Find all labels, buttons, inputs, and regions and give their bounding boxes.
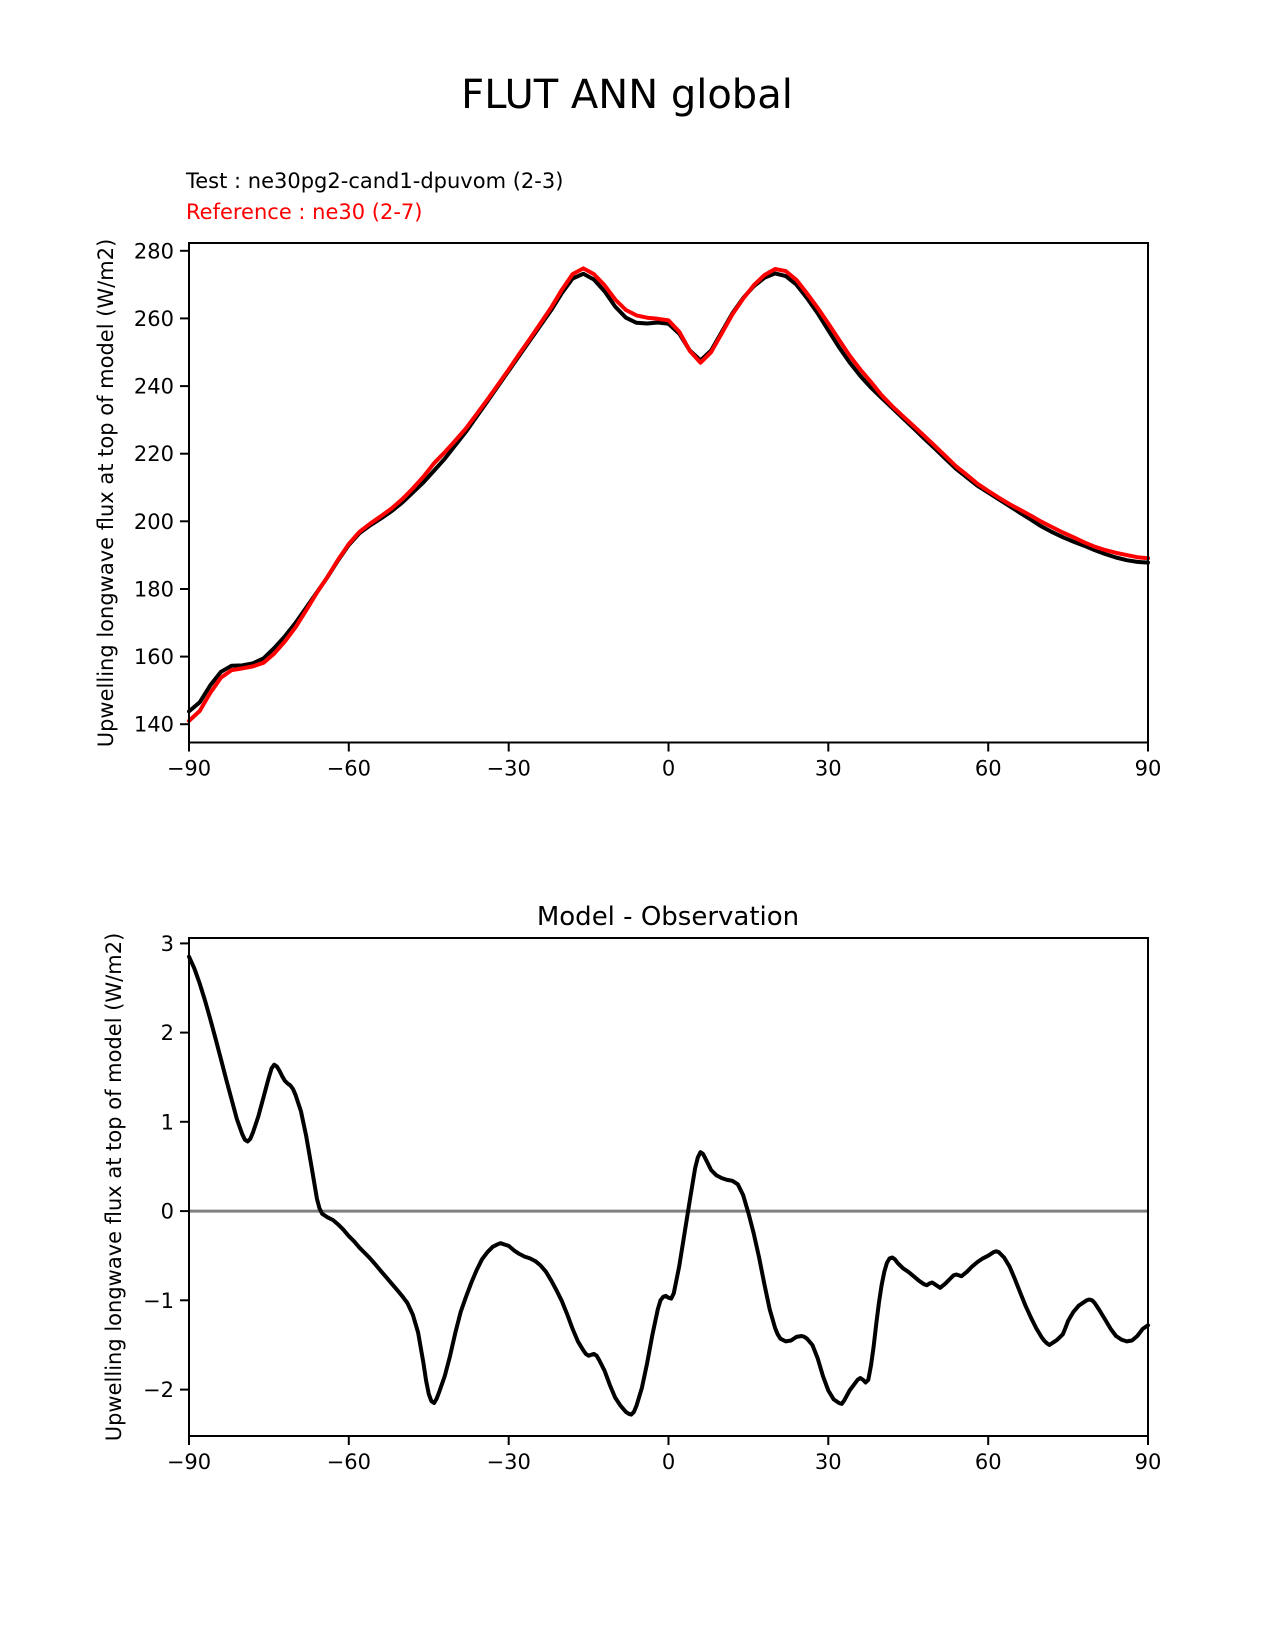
x-tick-label: 90 xyxy=(1134,756,1162,781)
chart-difference xyxy=(143,932,1161,1474)
top-chart-ylabel: Upwelling longwave flux at top of model (W/m2) xyxy=(94,238,118,748)
chart-main xyxy=(134,239,1161,780)
legend-reference-label: Reference : ne30 (2-7) xyxy=(186,200,423,224)
x-tick-label: 30 xyxy=(814,756,842,781)
x-tick-label: 0 xyxy=(661,756,676,781)
x-tick-label: 60 xyxy=(974,1450,1002,1474)
x-tick-label: 60 xyxy=(974,756,1002,781)
y-tick-label: 260 xyxy=(133,306,174,331)
y-tick-label: 2 xyxy=(160,1021,174,1046)
x-tick-label: −60 xyxy=(326,1450,371,1474)
series-difference-line xyxy=(189,957,1148,1415)
y-tick-label: 140 xyxy=(133,712,174,737)
y-tick-label: 160 xyxy=(133,645,174,670)
figure-title: FLUT ANN global xyxy=(461,72,793,118)
bottom-chart-ylabel: Upwelling longwave flux at top of model (W/m2) xyxy=(102,932,126,1442)
x-tick-label: −30 xyxy=(486,1450,531,1474)
y-tick-label: 200 xyxy=(133,509,174,534)
y-tick-label: 180 xyxy=(133,577,174,602)
series-test-line xyxy=(189,273,1148,711)
y-tick-label: 240 xyxy=(133,374,174,399)
x-tick-label: −30 xyxy=(486,756,531,781)
y-tick-label: −2 xyxy=(143,1378,174,1403)
bottom-chart-title: Model - Observation xyxy=(536,902,800,932)
series-reference-line xyxy=(189,268,1148,721)
x-tick-label: −90 xyxy=(166,1450,212,1474)
y-tick-label: 1 xyxy=(160,1110,174,1135)
x-tick-label: 30 xyxy=(814,1450,842,1474)
x-tick-label: −60 xyxy=(326,756,371,781)
y-tick-label: −1 xyxy=(143,1288,174,1313)
axes-frame xyxy=(189,243,1148,743)
x-tick-label: 90 xyxy=(1134,1450,1162,1474)
x-tick-label: 0 xyxy=(661,1450,676,1474)
y-tick-label: 3 xyxy=(160,931,174,956)
y-tick-label: 0 xyxy=(160,1199,174,1224)
y-tick-label: 280 xyxy=(133,239,174,264)
legend-test-label: Test : ne30pg2-cand1-dpuvom (2-3) xyxy=(186,169,564,193)
y-tick-label: 220 xyxy=(133,442,174,467)
axes-frame xyxy=(189,938,1148,1436)
x-tick-label: −90 xyxy=(166,756,212,781)
